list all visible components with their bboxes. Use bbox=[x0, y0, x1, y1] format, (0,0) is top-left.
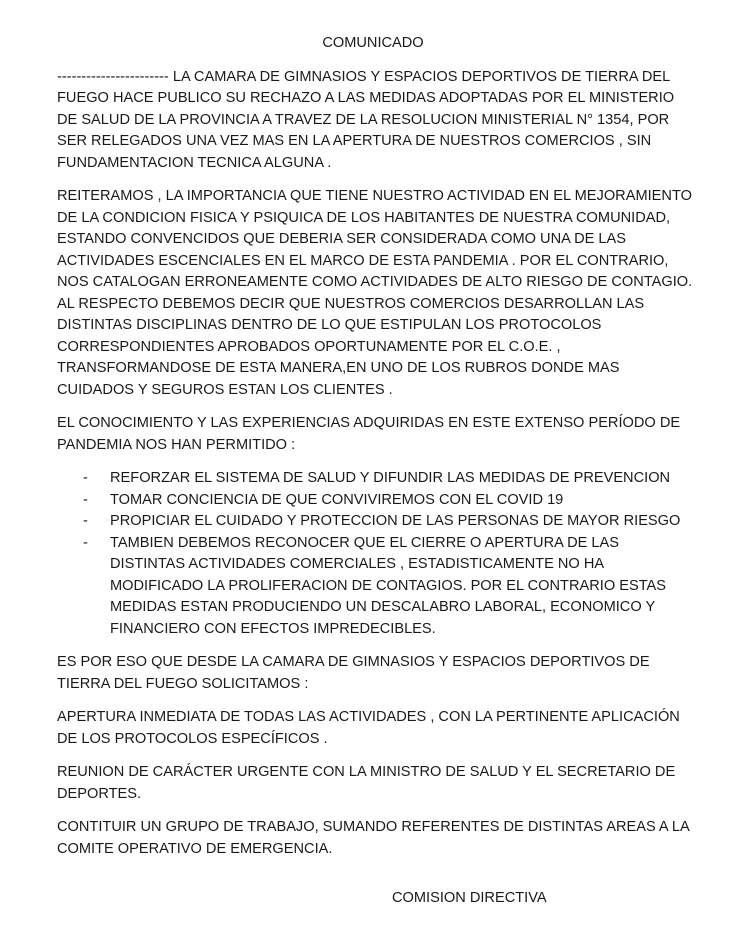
bullet-text: PROPICIAR EL CUIDADO Y PROTECCION DE LAS PERSONAS DE MAYOR RIESGO bbox=[110, 513, 681, 529]
bullet-marker: - bbox=[83, 470, 88, 486]
bullet-item bbox=[57, 533, 697, 641]
bullet-text: TAMBIEN DEBEMOS RECONOCER QUE EL CIERRE O APERTURA DE LAS DISTINTAS ACTIVIDADES COMERCIALES , ESTADISTICAMENTE NO HA MODIFICADO LA PROLIFERACION DE CONTAGIOS. POR EL CONTRARIO ESTAS MEDIDAS ESTAN PRODUCIENDO UN DESCALABRO LABORAL, ECONOMICO Y FINANCIERO CON EFECTOS IMPREDECIBLES. bbox=[110, 534, 666, 637]
signature: COMISION DIRECTIVA bbox=[392, 890, 547, 906]
bullet-item bbox=[57, 511, 697, 533]
bullet-list bbox=[57, 468, 697, 640]
document-title: COMUNICADO bbox=[322, 35, 424, 51]
request-item: APERTURA INMEDIATA DE TODAS LAS ACTIVIDADES , CON LA PERTINENTE APLICACIÓN DE LOS PROTOCOLOS ESPECÍFICOS . bbox=[57, 709, 680, 747]
bullet-marker: - bbox=[83, 491, 88, 508]
bullet-item bbox=[57, 490, 697, 512]
bullet-marker: - bbox=[83, 513, 88, 529]
request-item: REUNION DE CARÁCTER URGENTE CON LA MINISTRO DE SALUD Y EL SECRETARIO DE DEPORTES. bbox=[57, 764, 676, 802]
bullet-marker: - bbox=[83, 534, 88, 551]
paragraph-experience: EL CONOCIMIENTO Y LAS EXPERIENCIAS ADQUIRIDAS EN ESTE EXTENSO PERÍODO DE PANDEMIA NOS HAN PERMITIDO : bbox=[57, 415, 681, 453]
document-body bbox=[57, 33, 697, 872]
bullet-item bbox=[57, 468, 697, 490]
paragraph-rejection: ----------------------- LA CAMARA DE GIMNASIOS Y ESPACIOS DEPORTIVOS DE TIERRA DEL FUEGO HACE PUBLICO SU RECHAZO A LAS MEDIDAS ADOPTADAS POR EL MINISTERIO DE SALUD DE LA PROVINCIA A TRAVEZ DE LA RESOLUCION MINISTERIAL N° 1354, POR SER RELEGADOS UNA VEZ MAS EN LA APERTURA DE NUESTROS COMERCIOS , SIN FUNDAMENTACION TECNICA ALGUNA . bbox=[57, 68, 675, 171]
paragraph-requests-intro: ES POR ESO QUE DESDE LA CAMARA DE GIMNASIOS Y ESPACIOS DEPORTIVOS DE TIERRA DEL FUEGO SOLICITAMOS : bbox=[57, 654, 650, 692]
request-item: CONTITUIR UN GRUPO DE TRABAJO, SUMANDO REFERENTES DE DISTINTAS AREAS A LA COMITE OPERATIVO DE EMERGENCIA. bbox=[57, 819, 689, 857]
bullet-text: TOMAR CONCIENCIA DE QUE CONVIVIREMOS CON EL COVID 19 bbox=[110, 491, 564, 508]
paragraph-reiteration: REITERAMOS , LA IMPORTANCIA QUE TIENE NUESTRO ACTIVIDAD EN EL MEJORAMIENTO DE LA CONDICION FISICA Y PSIQUICA DE LOS HABITANTES DE NUESTRA COMUNIDAD, ESTANDO CONVENCIDOS QUE DEBERIA SER CONSIDERADA COMO UNA DE LAS ACTIVIDADES ESCENCIALES EN EL MARCO DE ESTA PANDEMIA . POR EL CONTRARIO, NOS CATALOGAN ERRONEAMENTE COMO ACTIVIDADES DE ALTO RIESGO DE CONTAGIO. AL RESPECTO DEBEMOS DECIR QUE NUESTROS COMERCIOS DESARROLLAN LAS DISTINTAS DISCIPLINAS DENTRO DE LO QUE ESTIPULAN LOS PROTOCOLOS CORRESPONDIENTES APROBADOS OPORTUNAMENTE POR EL C.O.E. , TRANSFORMANDOSE DE ESTA MANERA,EN UNO DE LOS RUBROS DONDE MAS CUIDADOS Y SEGUROS ESTAN LOS CLIENTES . bbox=[57, 188, 693, 398]
bullet-text: REFORZAR EL SISTEMA DE SALUD Y DIFUNDIR LAS MEDIDAS DE PREVENCION bbox=[110, 470, 671, 486]
